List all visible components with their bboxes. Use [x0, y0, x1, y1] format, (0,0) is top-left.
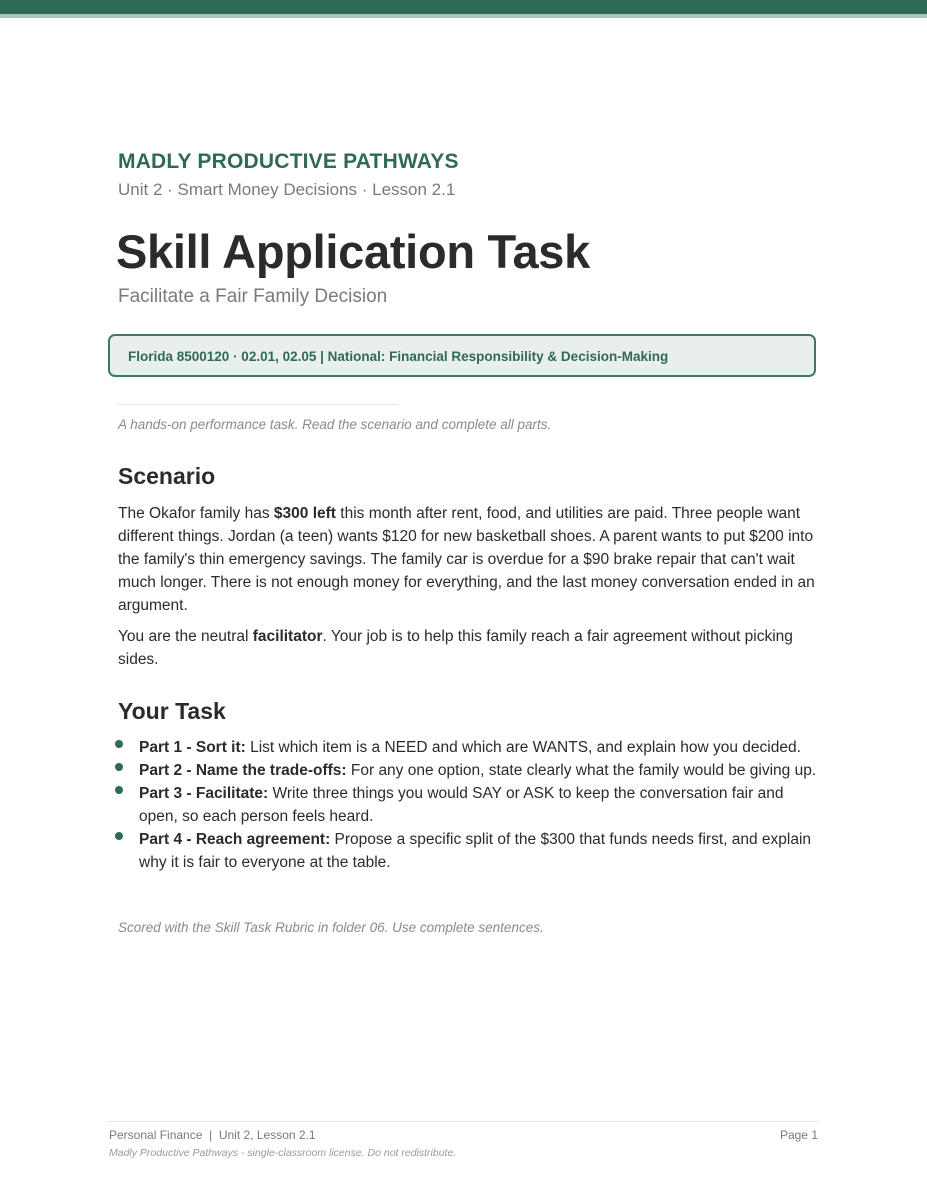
task-item-text: For any one option, state clearly what the family would be giving up. [346, 762, 817, 779]
task-item-label: Part 3 - Facilitate: [139, 785, 269, 802]
page-title: Skill Application Task [116, 225, 590, 278]
scenario-p1-rest: this month after rent, food, and utilities are paid. Three people want different things. Jordan (a teen) wants $120 for new basketball shoes. A parent wants to put $200 into the family's thin emergency savings. The family car is overdue for a $90 brake repair that can't wait much longer. There is not enough money for everything, and the last money conversation ended in an argument. [118, 505, 815, 614]
bullet-icon [115, 832, 123, 840]
top-brand-bar [0, 0, 927, 14]
section-divider [118, 404, 398, 405]
task-item-1 [118, 736, 818, 759]
scenario-p2-start: You are the neutral [118, 628, 253, 645]
footer-divider [108, 1121, 818, 1122]
page-subtitle: Facilitate a Fair Family Decision [118, 286, 388, 307]
scenario-p2-rest: . Your job is to help this family reach a fair agreement without picking sides. [118, 628, 793, 668]
scenario-paragraph-2 [118, 625, 818, 671]
intro-text: A hands-on performance task. Read the scenario and complete all parts. [118, 417, 552, 432]
task-item-3 [118, 782, 818, 828]
task-item-4 [118, 828, 818, 874]
scenario-heading: Scenario [118, 463, 216, 489]
unit-lesson-line: Unit 2 · Smart Money Decisions · Lesson 2.1 [118, 180, 456, 199]
task-list [118, 736, 818, 874]
standards-box [108, 334, 816, 377]
task-item-text: List which item is a NEED and which are WANTS, and explain how you decided. [245, 739, 801, 756]
footer-course: Personal Finance | Unit 2, Lesson 2.1 [109, 1128, 316, 1142]
scoring-note: Scored with the Skill Task Rubric in folder 06. Use complete sentences. [118, 920, 544, 935]
brand-name: MADLY PRODUCTIVE PATHWAYS [118, 150, 459, 173]
task-item-label: Part 2 - Name the trade-offs: [139, 762, 347, 779]
top-accent-bar [0, 14, 927, 18]
task-item-text: Write three things you would SAY or ASK to keep the conversation fair and open, so each person feels heard. [139, 785, 784, 825]
bullet-icon [115, 740, 123, 748]
task-item-label: Part 4 - Reach agreement: [139, 831, 331, 848]
scenario-p1-bold: $300 left [273, 505, 336, 522]
task-item-text: Propose a specific split of the $300 that funds needs first, and explain why it is fair to everyone at the table. [139, 831, 812, 871]
task-heading: Your Task [118, 698, 226, 724]
bullet-icon [115, 786, 123, 794]
scenario-p1-start: The Okafor family has [118, 505, 274, 522]
license-note: Madly Productive Pathways - single-classroom license. Do not redistribute. [109, 1147, 457, 1159]
standards-text: Florida 8500120 · 02.01, 02.05 | National: Financial Responsibility & Decision-Making [128, 349, 669, 364]
task-item-2 [118, 759, 818, 782]
task-item-label: Part 1 - Sort it: [139, 739, 246, 756]
scenario-paragraph-1 [118, 502, 818, 617]
page-number: Page 1 [779, 1128, 818, 1142]
scenario-p2-bold: facilitator [252, 628, 323, 645]
bullet-icon [115, 763, 123, 771]
